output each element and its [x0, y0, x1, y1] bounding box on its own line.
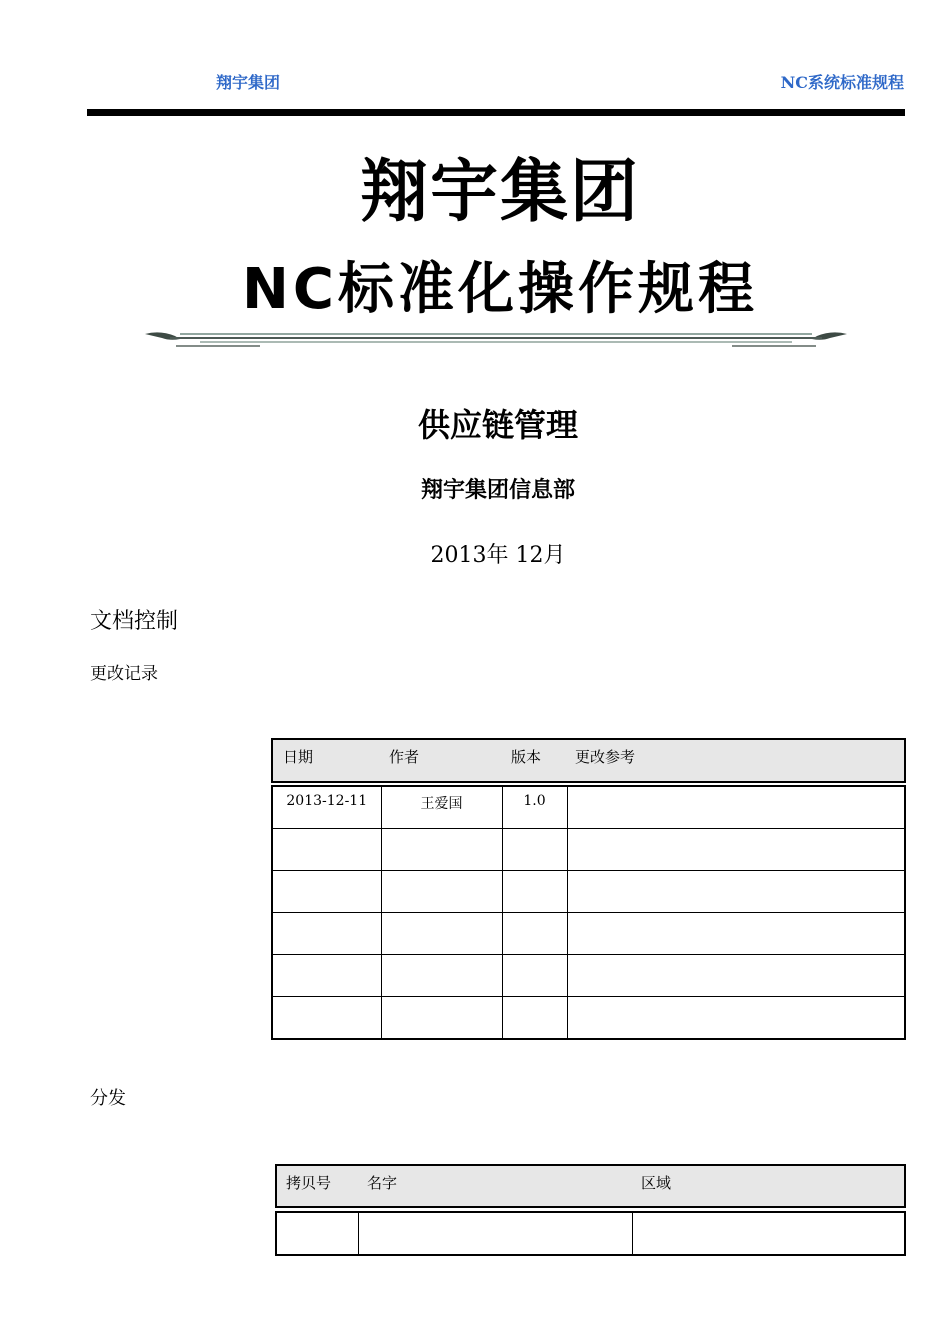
table-cell — [272, 829, 381, 871]
table-cell — [567, 786, 905, 829]
table-cell — [272, 786, 381, 829]
table-cell — [502, 871, 567, 913]
table-row — [276, 1212, 905, 1255]
change-log-table — [271, 785, 906, 1040]
cell-date: 2013-12-11 — [286, 793, 368, 809]
table-row — [272, 829, 905, 871]
table-cell — [502, 913, 567, 955]
table-cell — [276, 1212, 358, 1255]
table-row — [272, 913, 905, 955]
table-cell — [381, 829, 502, 871]
cell-author: 王爱国 — [420, 796, 463, 812]
table-cell — [567, 913, 905, 955]
section-change-log: 更改记录 — [90, 664, 158, 684]
column-header-version: 版本 — [511, 748, 542, 766]
table-cell — [381, 786, 502, 829]
column-header-author: 作者 — [389, 748, 420, 766]
module-name: 供应链管理 — [417, 406, 578, 444]
table-cell — [272, 997, 381, 1040]
table-row — [272, 955, 905, 997]
column-header-reference: 更改参考 — [575, 748, 636, 766]
distribution-table — [275, 1211, 906, 1256]
page-title: 翔宇集团 — [359, 153, 640, 232]
table-cell — [381, 997, 502, 1040]
table-row — [272, 786, 905, 829]
table-cell — [567, 955, 905, 997]
table-cell — [567, 871, 905, 913]
column-header-area: 区域 — [641, 1174, 672, 1192]
page-subtitle: NC标准化操作规程 — [242, 257, 758, 322]
table-row — [272, 871, 905, 913]
table-cell — [272, 913, 381, 955]
section-distribution: 分发 — [90, 1088, 126, 1109]
table-row — [272, 997, 905, 1040]
section-doc-control: 文档控制 — [90, 609, 179, 634]
table-cell — [502, 829, 567, 871]
table-cell — [567, 829, 905, 871]
table-cell — [632, 1212, 905, 1255]
document-date: 2013年 12月 — [430, 543, 566, 568]
department-name: 翔宇集团信息部 — [420, 477, 575, 503]
column-header-date: 日期 — [283, 748, 314, 766]
column-header-name: 名字 — [367, 1174, 398, 1192]
table-cell — [272, 871, 381, 913]
table-cell — [502, 955, 567, 997]
header-right: NC系统标准规程 — [780, 73, 904, 92]
table-cell — [381, 871, 502, 913]
table-cell — [567, 997, 905, 1040]
decorative-divider — [140, 322, 852, 352]
header-left: 翔宇集团 — [216, 73, 281, 92]
change-log-header — [271, 738, 906, 783]
table-cell — [502, 786, 567, 829]
table-cell — [381, 955, 502, 997]
column-header-copy-no: 拷贝号 — [286, 1174, 332, 1192]
table-cell — [358, 1212, 632, 1255]
cell-version: 1.0 — [523, 793, 546, 809]
cell-reference — [568, 787, 905, 793]
table-cell — [272, 955, 381, 997]
header-rule — [87, 109, 905, 116]
distribution-header — [275, 1164, 906, 1208]
table-cell — [381, 913, 502, 955]
table-cell — [502, 997, 567, 1040]
